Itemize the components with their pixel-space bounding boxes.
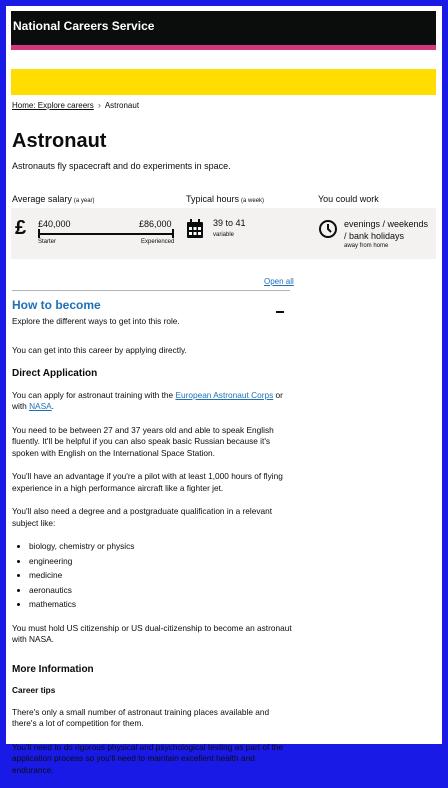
yellow-banner: [11, 69, 436, 95]
subjects-list: [29, 541, 292, 611]
more-information-heading: More Information: [12, 663, 94, 675]
salary-min: £40,000: [38, 219, 71, 229]
salary-range-bar: [38, 233, 174, 235]
tips-paragraph-2: You'll need to do rigorous physical and psychological testing as part of the application process so you'll need to maintain excellent health and endurance.: [12, 741, 284, 775]
site-header: [11, 11, 436, 49]
collapse-minus-icon[interactable]: [276, 311, 284, 313]
stats-header: [11, 187, 436, 208]
salary-starter-label: Starter: [38, 239, 57, 245]
tips-paragraph-1: There's only a small number of astronaut training places available and there's a lot of competition for them.: [12, 706, 270, 728]
salary-max: £86,000: [139, 219, 172, 229]
direct-application-heading: Direct Application: [12, 368, 98, 379]
salary-range-end-tick: [172, 229, 174, 238]
work-note: away from home: [344, 243, 389, 249]
list-item: • engineering: [29, 556, 292, 568]
nasa-link[interactable]: NASA: [29, 401, 52, 411]
career-tips-heading: Career tips: [12, 685, 56, 695]
degree-paragraph: You'll also need a degree and a postgraduate qualification in a relevant subject like:: [12, 506, 273, 528]
breadcrumb-home-link[interactable]: Home: Explore careers: [12, 100, 94, 110]
list-item: • medicine: [29, 570, 292, 582]
salary-label: Average salary (a year): [12, 194, 95, 204]
hours-note: variable: [213, 232, 235, 238]
citizenship-paragraph: You must hold US citizenship or US dual-citizenship to become an astronaut with NASA.: [12, 622, 292, 644]
work-label: You could work: [318, 194, 379, 204]
career-stats-panel: [11, 187, 436, 259]
salary-experienced-label: Experienced: [141, 239, 175, 245]
list-item: • mathematics: [29, 599, 292, 611]
hours-value: 39 to 41: [213, 218, 246, 228]
calendar-icon: [186, 219, 204, 239]
breadcrumb-current: Astronaut: [104, 100, 140, 110]
header-stripe: [11, 45, 436, 50]
open-all-link[interactable]: Open all: [264, 277, 294, 286]
page-frame: [6, 6, 442, 775]
pound-icon: £: [15, 217, 27, 239]
page-title: Astronaut: [12, 130, 107, 152]
age-paragraph: You need to be between 27 and 37 years old and able to speak English fluently. It'll be helpful if you can also speak basic Russian because it's spoken with English on the International Space Station.: [12, 424, 274, 458]
direct-intro-text: You can get into this career by applying directly.: [12, 344, 187, 355]
chevron-right-icon: ›: [97, 100, 101, 110]
pilot-paragraph: You'll have an advantage if you're a pilot with at least 1,000 hours of flying experience in a high performance aircraft like a fighter jet.: [12, 471, 283, 493]
work-value: evenings / weekends / bank holidays: [344, 219, 429, 241]
how-to-become-content: [12, 316, 292, 788]
esa-link[interactable]: European Astronaut Corps: [175, 389, 274, 400]
service-name-link[interactable]: National Careers Service: [13, 19, 155, 33]
accordion-intro: Explore the different ways to get into this role.: [12, 316, 180, 326]
breadcrumb: [12, 100, 139, 110]
how-to-become-heading[interactable]: How to become: [12, 298, 101, 312]
apply-paragraph: You can apply for astronaut training with the European Astronaut Corps or with NASA.: [12, 389, 283, 411]
accordion-divider: [12, 290, 290, 291]
list-item: • biology, chemistry or physics: [29, 541, 292, 553]
page-subtitle: Astronauts fly spacecraft and do experiments in space.: [12, 161, 231, 171]
clock-icon: [318, 219, 338, 239]
hours-label: Typical hours (a week): [186, 194, 265, 204]
list-item: • aeronautics: [29, 585, 292, 597]
